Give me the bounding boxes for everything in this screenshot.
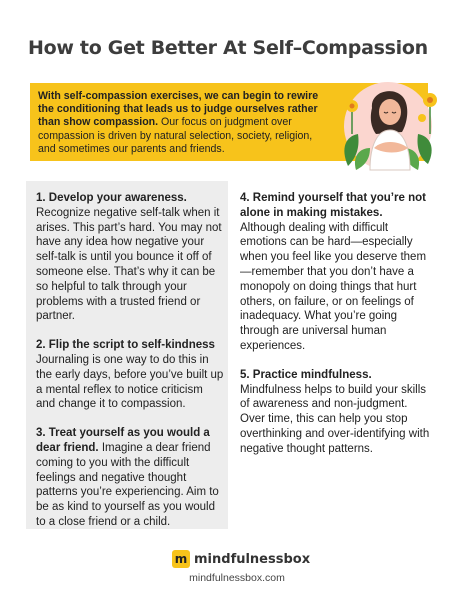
intro-text: Our focus on judgment over compassion is driven by natural selection, society, religion, and sometimes our parents and friends. — [38, 116, 313, 155]
right-column — [240, 191, 430, 471]
brand-logo — [172, 549, 310, 569]
logo-mark-icon: m — [172, 550, 190, 568]
brand-name: mindfulnessbox — [194, 551, 311, 567]
page-title: How to Get Better At Self–Compassion — [28, 37, 428, 59]
step-item — [36, 426, 224, 530]
step-body: Recognize negative self-talk when it arises. This part’s hard. You may not have any idea how negative your self-talk is until you bounce it off of someone else. That’s why it can be so helpful to talk through your problems with a trusted friend or partner. — [36, 206, 222, 323]
step-heading: 4. Remind yourself that you’re not alone in making mistakes. — [240, 192, 426, 219]
step-body: Journaling is one way to do this in the early days, before you’ve built up a mental reflex to notice criticism and change it to compassion. — [36, 353, 224, 411]
self-hug-illustration — [330, 78, 442, 178]
left-column — [36, 191, 224, 544]
step-item — [36, 338, 224, 412]
step-heading: 3. Treat yourself as you would a dear friend. — [36, 427, 210, 454]
step-heading: 1. Develop your awareness. — [36, 192, 187, 204]
step-item — [240, 368, 430, 457]
step-heading: 2. Flip the script to self-kindness — [36, 339, 215, 352]
step-heading: 5. Practice mindfulness. — [240, 368, 372, 381]
intro-bold: With self-compassion exercises, we can begin to rewire the conditioning that leads us to judge ourselves rather than show compassion. — [38, 90, 319, 129]
step-item — [36, 191, 224, 324]
step-item — [240, 191, 430, 354]
step-body: Mindfulness helps to build your skills of awareness and non-judgment. Over time, this can help you stop overthinking and over-identifying with negative thought patterns. — [240, 383, 430, 455]
step-body: Imagine a dear friend coming to you with the difficult feelings and negative thought patterns you’re experiencing. Aim to be as kind to yourself as you would to a close friend or a child. — [36, 441, 219, 528]
face — [379, 99, 401, 125]
step-body: Although dealing with difficult emotions can be hard—especially when you feel like you deserve them—remember that you don’t have a monopoly on doing things that hurt others, on failure, or on feelings of inadequacy. What you’re going through are universal human experiences. — [240, 221, 427, 352]
footer-url: mindfulnessbox.com — [189, 572, 285, 584]
